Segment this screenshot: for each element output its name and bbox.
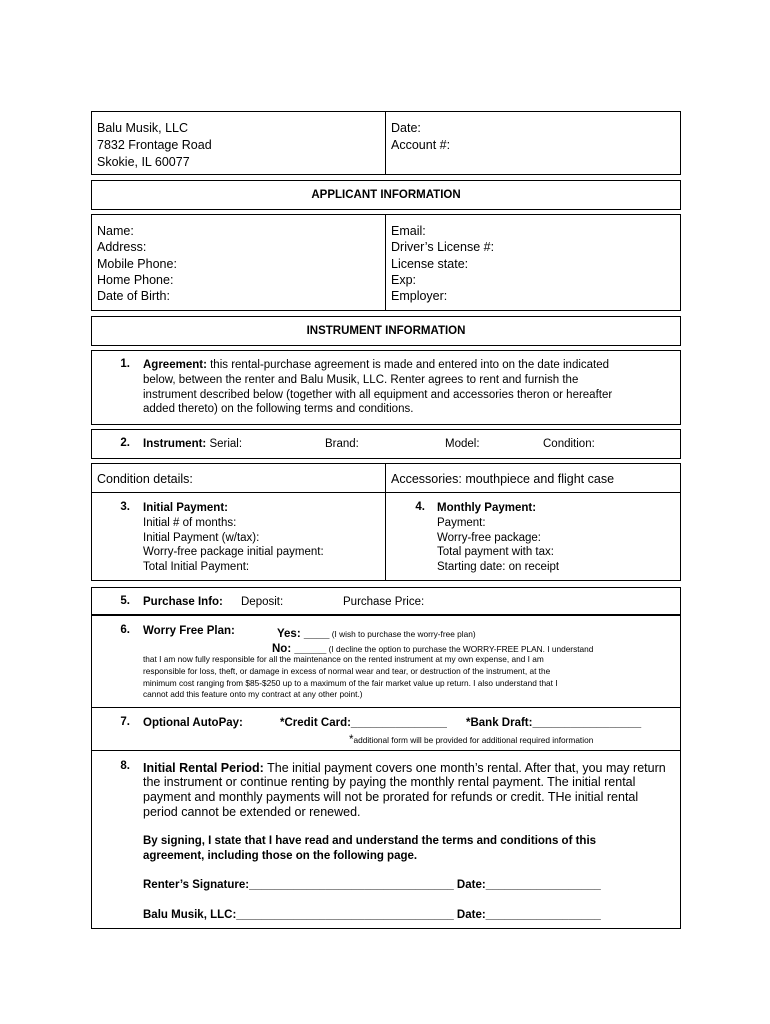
worry-free-initial-field[interactable]: Worry-free package initial payment: bbox=[143, 546, 324, 558]
applicant-fields-box bbox=[91, 214, 681, 311]
agreement-line-2: below, between the renter and Balu Musik, LLC. Renter agrees to rent and furnish the bbox=[143, 374, 579, 386]
yes-note: (I wish to purchase the worry-free plan) bbox=[329, 629, 476, 639]
worry-free-package-field[interactable]: Worry-free package: bbox=[437, 532, 541, 544]
rental-period-title: Initial Rental Period: bbox=[143, 761, 264, 775]
date-label[interactable]: Date: bbox=[391, 121, 421, 135]
agreement-line-1 bbox=[143, 358, 609, 373]
instrument-serial[interactable] bbox=[143, 437, 242, 452]
worry-free-line-3: minimum cost ranging from $85-$250 up to a maximum of the fair market value up return. I also understand that I bbox=[143, 678, 558, 688]
signing-statement-1: By signing, I state that I have read and understand the terms and conditions of this bbox=[143, 835, 597, 847]
total-payment-tax-field[interactable]: Total payment with tax: bbox=[437, 546, 554, 558]
license-state-field[interactable]: License state: bbox=[391, 257, 469, 271]
purchase-price-label[interactable]: Purchase Price: bbox=[343, 596, 425, 608]
initial-payment-title: Initial Payment: bbox=[143, 502, 228, 514]
email-field[interactable]: Email: bbox=[391, 224, 426, 238]
instrument-title: Instrument: bbox=[143, 438, 207, 450]
monthly-payment-number: 4. bbox=[415, 501, 425, 513]
rental-period-line-4: period cannot be extended or renewed. bbox=[143, 805, 361, 819]
serial-label: Serial: bbox=[206, 438, 243, 450]
brand-label[interactable]: Brand: bbox=[325, 438, 359, 450]
date-of-birth-field[interactable]: Date of Birth: bbox=[97, 289, 170, 303]
signing-statement-2: agreement, including those on the following page. bbox=[143, 850, 418, 862]
monthly-payment-title: Monthly Payment: bbox=[437, 502, 537, 514]
instrument-heading: INSTRUMENT INFORMATION bbox=[306, 325, 466, 337]
model-label[interactable]: Model: bbox=[445, 438, 480, 450]
header-divider bbox=[385, 111, 386, 175]
condition-label[interactable]: Condition: bbox=[543, 438, 595, 450]
agreement-line-3: instrument described below (together with all equipment and accessories theron or hereafter bbox=[143, 389, 613, 401]
autopay-note-star: * bbox=[349, 734, 354, 746]
rental-period-text: The initial payment covers one month’s rental. After that, you may return bbox=[263, 761, 666, 775]
balu-signature-line[interactable]: Balu Musik, LLC:__________________________________ Date:__________________ bbox=[143, 909, 601, 921]
purchase-info-number: 5. bbox=[120, 595, 130, 607]
autopay-note-text: additional form will be provided for additional required information bbox=[353, 735, 594, 745]
starting-date-field: Starting date: on receipt bbox=[437, 561, 560, 573]
agreement-line-4: added thereto) on the following terms and conditions. bbox=[143, 403, 414, 415]
employer-field[interactable]: Employer: bbox=[391, 289, 448, 303]
rental-period-number: 8. bbox=[120, 760, 130, 772]
initial-payment-tax-field[interactable]: Initial Payment (w/tax): bbox=[143, 532, 260, 544]
no-note: (I decline the option to purchase the WORRY-FREE PLAN. I understand bbox=[326, 644, 594, 654]
account-label[interactable]: Account #: bbox=[391, 138, 451, 152]
instrument-number: 2. bbox=[120, 437, 130, 449]
worry-free-line-2: responsible for loss, theft, or damage in excess of normal wear and tear, or destruction of the instrument, at the bbox=[143, 666, 551, 676]
credit-card-option[interactable]: *Credit Card:_______________ bbox=[280, 717, 447, 729]
bank-draft-option[interactable]: *Bank Draft:_________________ bbox=[466, 717, 642, 729]
agreement-number: 1. bbox=[120, 358, 130, 370]
purchase-info-title: Purchase Info: bbox=[143, 596, 223, 608]
yes-option[interactable]: Yes: ____ bbox=[277, 628, 330, 640]
worry-free-line-1: that I am now fully responsible for all the maintenance on the rented instrument at my own expense, and I am bbox=[143, 654, 544, 664]
company-address: 7832 Frontage Road bbox=[97, 138, 212, 152]
autopay-separator bbox=[91, 750, 681, 751]
worry-free-line-4: cannot add this feature onto my contract at any other point.) bbox=[143, 689, 363, 699]
total-initial-payment-field[interactable]: Total Initial Payment: bbox=[143, 561, 250, 573]
worry-free-separator bbox=[91, 707, 681, 708]
drivers-license-field[interactable]: Driver’s License #: bbox=[391, 240, 495, 254]
initial-payment-number: 3. bbox=[120, 501, 130, 513]
exp-field[interactable]: Exp: bbox=[391, 273, 417, 287]
mobile-phone-field[interactable]: Mobile Phone: bbox=[97, 257, 177, 271]
applicant-heading: APPLICANT INFORMATION bbox=[311, 189, 461, 201]
autopay-note bbox=[349, 730, 593, 748]
renter-signature-line[interactable]: Renter’s Signature:________________________________ Date:__________________ bbox=[143, 879, 601, 891]
worry-free-number: 6. bbox=[120, 624, 130, 636]
autopay-number: 7. bbox=[120, 716, 130, 728]
name-field[interactable]: Name: bbox=[97, 224, 134, 238]
condition-separator bbox=[91, 492, 681, 493]
autopay-title: Optional AutoPay: bbox=[143, 717, 243, 729]
company-city: Skokie, IL 60077 bbox=[97, 155, 190, 169]
company-name: Balu Musik, LLC bbox=[97, 121, 189, 135]
address-field[interactable]: Address: bbox=[97, 240, 147, 254]
no-option[interactable]: No: _____ bbox=[272, 643, 327, 655]
home-phone-field[interactable]: Home Phone: bbox=[97, 273, 174, 287]
condition-payment-divider bbox=[385, 463, 386, 581]
agreement-title: Agreement: bbox=[143, 359, 207, 371]
accessories-label: Accessories: mouthpiece and flight case bbox=[391, 472, 615, 486]
condition-details-label[interactable]: Condition details: bbox=[97, 472, 193, 486]
applicant-divider bbox=[385, 214, 386, 311]
rental-period-line-3: payment and monthly payments will not be prorated for refunds or credit. THe initial rental bbox=[143, 790, 639, 804]
payment-field[interactable]: Payment: bbox=[437, 517, 486, 529]
worry-free-title: Worry Free Plan: bbox=[143, 625, 235, 637]
rental-period-line-2: the instrument or continue renting by paying the monthly rental payment. The initial rental bbox=[143, 775, 636, 789]
initial-months-field[interactable]: Initial # of months: bbox=[143, 517, 237, 529]
agreement-text: this rental-purchase agreement is made and entered into on the date indicated bbox=[206, 359, 610, 371]
deposit-label[interactable]: Deposit: bbox=[241, 596, 284, 608]
